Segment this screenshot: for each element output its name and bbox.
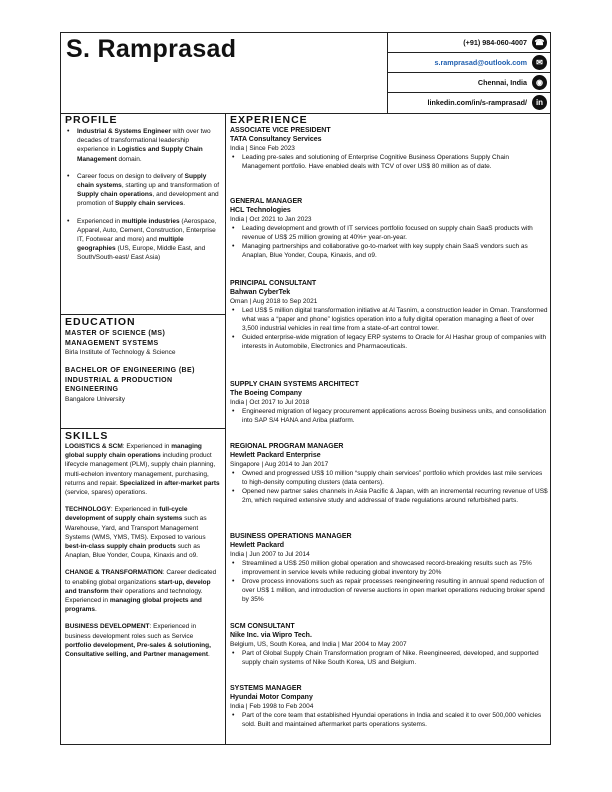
candidate-name: S. Ramprasad — [66, 35, 237, 63]
job-title: GENERAL MANAGER — [230, 198, 303, 205]
job-entry — [230, 622, 548, 667]
job-meta: India | Oct 2017 to Jul 2018 — [230, 399, 310, 406]
job-entry — [230, 532, 548, 604]
skill-bizdev: BUSINESS DEVELOPMENT: Experienced in business development roles such as Service portfolio development, Pre-sales & solutioning, Consultative selling, and Partner management. — [65, 623, 211, 659]
job-bullet: • Guided enterprise-wide migration of legacy ERP systems to Oracle for Al Hashar group of companies with interests in Automobile, Electronics and Pharmaceuticals. — [230, 333, 548, 351]
job-company: Hewlett Packard Enterprise — [230, 452, 321, 459]
job-company: TATA Consultancy Services — [230, 136, 322, 143]
job-title: ASSOCIATE VICE PRESIDENT — [230, 127, 331, 134]
linkedin-link[interactable]: linkedin.com/in/s-ramprasad/ — [427, 98, 527, 107]
job-title: SYSTEMS MANAGER — [230, 685, 302, 692]
job-bullet: • Part of the core team that established Hyundai operations in India and scaled it to over 500,000 vehicles sold. Built and maintained aftermarket parts operations systems. — [230, 711, 548, 729]
left-column — [61, 113, 226, 744]
profile-heading: PROFILE — [65, 114, 118, 126]
phone-number[interactable]: (+91) 984-060-4007 — [463, 38, 527, 47]
job-title: SUPPLY CHAIN SYSTEMS ARCHITECT — [230, 381, 359, 388]
job-meta: India | Since Feb 2023 — [230, 145, 295, 152]
job-company: Bahwan CyberTek — [230, 289, 291, 296]
job-entry — [230, 380, 548, 425]
job-meta: Singapore | Aug 2014 to Jan 2017 — [230, 461, 329, 468]
skills-heading: SKILLS — [65, 430, 109, 442]
job-bullet: • Leading development and growth of IT services portfolio focused on supply chain SaaS products with revenue of US$ 25 million growing at 40%+ year-on-year. — [230, 224, 548, 242]
job-title: REGIONAL PROGRAM MANAGER — [230, 443, 344, 450]
linkedin-icon: in — [532, 95, 547, 110]
job-meta: India | Feb 1998 to Feb 2004 — [230, 703, 314, 710]
job-title: BUSINESS OPERATIONS MANAGER — [230, 533, 352, 540]
job-bullet: • Streamlined a US$ 250 million global operation and showcased record-breaking results such as 75% improvement in service levels while reducing global inventory by 20% — [230, 559, 548, 577]
profile-item: • Career focus on design to delivery of Supply chain systems, starting up and transformation of Supply chain operations, and development and promotion of Supply chain services. — [65, 172, 221, 209]
job-meta: Oman | Aug 2018 to Sep 2021 — [230, 298, 318, 305]
degree-ms: MASTER OF SCIENCE (MS) MANAGEMENT SYSTEMS — [65, 330, 166, 347]
profile-item: • Industrial & Systems Engineer with over two decades of transformational leadership experience in Logistics and Supply Chain Management domain. — [65, 127, 221, 164]
education-heading: EDUCATION — [65, 316, 136, 328]
job-company: HCL Technologies — [230, 207, 291, 214]
school-bangalore: Bangalore University — [65, 395, 125, 403]
contact-location-row — [388, 73, 551, 93]
job-company: Hewlett Packard — [230, 542, 285, 549]
job-company: Hyundai Motor Company — [230, 694, 313, 701]
degree-be: BACHELOR OF ENGINEERING (BE) INDUSTRIAL & PRODUCTION ENGINEERING — [65, 367, 195, 394]
email-icon: ✉ — [532, 55, 547, 70]
contact-linkedin-row — [388, 93, 551, 113]
job-entry — [230, 279, 548, 351]
contact-email-row — [388, 53, 551, 73]
resume-page — [60, 32, 551, 745]
email-link[interactable]: s.ramprasad@outlook.com — [434, 58, 527, 67]
job-title: PRINCIPAL CONSULTANT — [230, 280, 317, 287]
header — [61, 33, 550, 114]
job-bullet: • Part of Global Supply Chain Transformation program of Nike. Reengineered, developed, and supported supply chain systems of Nike South Korea, US and Belgium. — [230, 649, 548, 667]
location-pin-icon: ◉ — [532, 75, 547, 90]
profile-item: • Experienced in multiple industries (Aerospace, Apparel, Auto, Cement, Construction, Enterprise IT, Footwear and more) and multiple geographies (US, Europe, Middle East, and South/South-east/ East Asia) — [65, 217, 221, 263]
skill-change: CHANGE & TRANSFORMATION: Career dedicated to enabling global organizations start-up, develop and transform their operations and technology. Experienced in managing global projects and programs. — [65, 569, 217, 614]
job-entry — [230, 126, 548, 171]
phone-icon: ☎ — [532, 35, 547, 50]
job-meta: India | Jun 2007 to Jul 2014 — [230, 551, 310, 558]
job-bullet: • Managing partnerships and collaborative go-to-market with key supply chain SaaS vendors such as Anaplan, Blue Yonder, Coupa, Kinaxis, and o9. — [230, 242, 548, 260]
job-bullet: • Owned and progressed US$ 10 million “supply chain services” portfolio which provides last mile services to high-density computing clusters (data centers). — [230, 469, 548, 487]
location: Chennai, India — [477, 78, 527, 87]
job-bullet: • Opened new partner sales channels in Asia Pacific & Japan, with an incremental recurring revenue of US$ 2m, which required extensive study and addressal of trade regulations around refurbished parts. — [230, 487, 548, 505]
job-bullet: • Leading pre-sales and solutioning of Enterprise Cognitive Business Operations Supply Chain Management portfolio. Have enabled deals with TCV of over US$ 80 million as of date. — [230, 153, 548, 171]
job-company: Nike Inc. via Wipro Tech. — [230, 632, 312, 639]
school-bits: Birla Institute of Technology & Science — [65, 349, 176, 356]
job-entry — [230, 197, 548, 260]
skill-logistics: LOGISTICS & SCM: Experienced in managing global supply chain operations including product lifecycle management (PLM), supply chain planning, multi-echelon inventory management, purchasing, returns and repair. Specialized in after-market parts (service, spares) operations. — [65, 443, 220, 497]
education-section — [61, 314, 225, 428]
experience-heading: EXPERIENCE — [230, 114, 308, 126]
job-title: SCM CONSULTANT — [230, 623, 295, 630]
job-bullet: • Engineered migration of legacy procurement applications across Boeing business units, and consolidation into SAP S/4 HANA and Ariba platform. — [230, 407, 548, 425]
contact-block — [387, 33, 551, 113]
job-bullet: • Drove process innovations such as repair processes reengineering resulting in annual spend reduction of over US$ 1 million, and introduction of reverse auctions in open market operations reducing broker spend by 35% — [230, 577, 548, 604]
job-entry — [230, 684, 548, 729]
job-bullet: • Led US$ 5 million digital transformation initiative at Al Tasnim, a construction leader in Oman. Transformed what was a “paper and phone” logistics operation into a fully digital operation managing a fleet of over 3,500 industrial vehicles in real time from a state-of-art control tower. — [230, 306, 548, 333]
contact-phone-row — [388, 33, 551, 53]
skills-section — [61, 428, 225, 667]
job-meta: Belgium, US, South Korea, and India | Mar 2004 to May 2007 — [230, 641, 407, 648]
job-meta: India | Oct 2021 to Jan 2023 — [230, 216, 312, 223]
profile-section — [61, 113, 225, 271]
job-entry — [230, 442, 548, 505]
job-company: The Boeing Company — [230, 390, 302, 397]
skill-technology: TECHNOLOGY: Experienced in full-cycle development of supply chain systems such as Warehouse, Yard, and Transport Management Systems (WMS, YMS, TMS). Exposed to various best-in-class supply chain products such as Anaplan, Blue Yonder, Coupa, Kinaxis and o9. — [65, 506, 207, 560]
